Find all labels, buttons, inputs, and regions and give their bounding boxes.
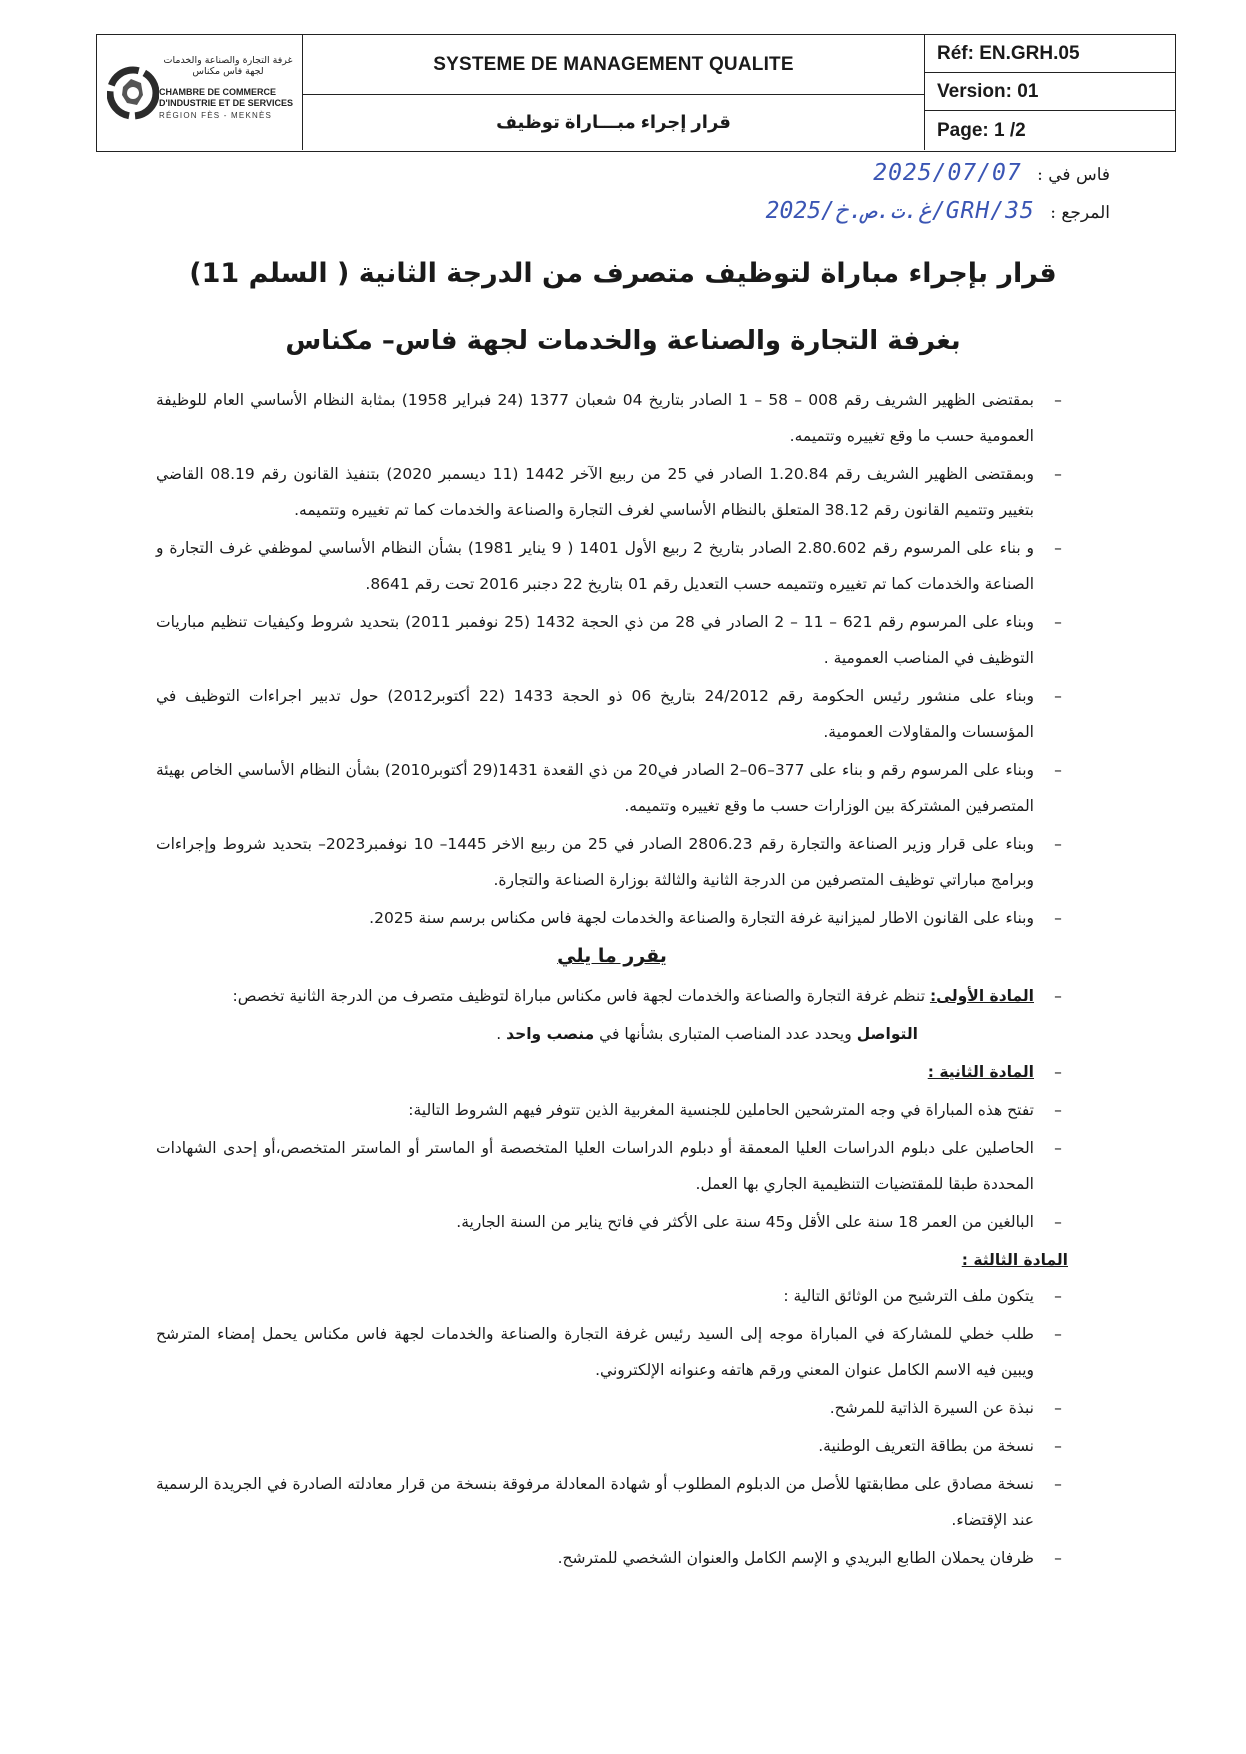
reference-value: 2025/غ.ت.ص.خ/GRH/35: [765, 198, 1035, 224]
article-2-label: المادة الثانية :: [927, 1063, 1034, 1081]
reference-label: المرجع :: [1050, 203, 1110, 223]
article-3-item: – نبذة عن السيرة الذاتية للمرشح.: [156, 1390, 1068, 1426]
doc-version: Version: 01: [925, 73, 1175, 111]
consideration-item: – وبناء على المرسوم رقم 621 – 11 – 2 الصادر في 28 من ذي الحجة 1432 (25 نوفمبر 2011) بتحديد شروط وكيفيات تنظيم مباريات التوظيف في المناصب العمومية .: [156, 604, 1068, 676]
header-ref-cell: [925, 35, 1175, 150]
article-1-label: المادة الأولى:: [929, 987, 1034, 1005]
article-1: [156, 978, 1068, 1014]
article-2-heading: [156, 1054, 1068, 1090]
decides-heading: يقرر ما يلي: [557, 945, 667, 967]
article-2-item: – الحاصلين على دبلوم الدراسات العليا المعمقة أو دبلوم الدراسات العليا المتخصصة أو الماستر أو الماستر المتخصص،أو إحدى الشهادات المحددة طبقا للمقتضيات التنظيمية الجاري بها العمل.: [156, 1130, 1068, 1202]
decision-title: قرار بإجراء مباراة لتوظيف متصرف من الدرجة الثانية ( السلم 11): [189, 258, 1057, 289]
doc-reference: Réf: EN.GRH.05: [925, 35, 1175, 73]
logo-arabic-name: غرفة التجارة والصناعة والخدمات لجهة فاس مكناس: [163, 55, 293, 77]
consideration-item: – وبناء على قرار وزير الصناعة والتجارة رقم 2806.23 الصادر في 25 من ربيع الاخر 1445– 10 نوفمبر2023– بتحديد شروط وإجراءات وبرامج مباراتي توظيف المتصرفين من الدرجة الثانية والثالثة بوزارة الصناعة والتجارة.: [156, 826, 1068, 898]
document-header-table: [96, 34, 1176, 152]
article-3-item: – طلب خطي للمشاركة في المباراة موجه إلى السيد رئيس غرفة التجارة والصناعة والخدمات لجهة فاس مكناس يحمل إمضاء المترشح ويبين فيه الاسم الكامل عنوان المعني ورقم هاتفه وعنوانه الإلكتروني.: [156, 1316, 1068, 1388]
doc-page-number: Page: 1 /2: [937, 119, 1026, 141]
article-3-item: – نسخة مصادق على مطابقتها للأصل من الدبلوم المطلوب أو شهادة المعادلة مرفوقة بنسخة من قرار معادلته الصادرة في الجريدة الرسمية عند الإقتضاء.: [156, 1466, 1068, 1538]
article-3-item: – ظرفان يحملان الطابع البريدي و الإسم الكامل والعنوان الشخصي للمترشح.: [156, 1540, 1068, 1576]
article-2-item: – تفتح هذه المباراة في وجه المترشحين الحاملين للجنسية المغربية الذين تتوفر فيهم الشروط التالية:: [156, 1092, 1068, 1128]
logo-french-name: CHAMBRE DE COMMERCE D'INDUSTRIE ET DE SERVICES: [159, 87, 293, 108]
article-1-continued: [156, 1016, 1068, 1052]
header-title-cell: [303, 35, 925, 150]
logo-region: RÉGION FÈS - MEKNÈS: [159, 111, 273, 120]
date-value: 2025/07/07: [873, 160, 1022, 186]
consideration-item: – وبناء على المرسوم رقم و بناء على 377–06–2 الصادر في20 من ذي القعدة 1431(29 أكتوبر2010) بشأن النظام الأساسي الخاص بهيئة المتصرفين المشتركة بين الوزارات حسب ما وقع تغييره وتتميمه.: [156, 752, 1068, 824]
decision-subtitle: بغرفة التجارة والصناعة والخدمات لجهة فاس– مكناس: [285, 326, 961, 356]
article-1-text2: ويحدد عدد المناصب المتبارى بشأنها في: [599, 1025, 852, 1043]
article-1-text: تنظم غرفة التجارة والصناعة والخدمات لجهة فاس مكناس مباراة لتوظيف متصرف من الدرجة الثانية تخصص:: [232, 987, 926, 1005]
article-1-specialty: التواصل: [856, 1025, 918, 1043]
system-title: SYSTEME DE MANAGEMENT QUALITE: [303, 35, 924, 95]
article-2-item: – البالغين من العمر 18 سنة على الأقل و45 سنة على الأكثر في فاتح يناير من السنة الجارية.: [156, 1204, 1068, 1240]
doc-subject: قرار إجراء مبـــاراة توظيف: [496, 112, 731, 132]
logo-cell: [97, 35, 303, 150]
date-line: [873, 160, 1110, 186]
date-label: فاس في :: [1037, 165, 1110, 185]
consideration-item: – و بناء على المرسوم رقم 2.80.602 الصادر بتاريخ 2 ربيع الأول 1401 ( 9 يناير 1981) بشأن النظام الأساسي لموظفي غرف التجارة و الصناعة والخدمات كما تم تغييره وتتميمه حسب التعديل رقم 01 بتاريخ 22 دجنبر 2016 تحت رقم 8641.: [156, 530, 1068, 602]
article-3-item: – نسخة من بطاقة التعريف الوطنية.: [156, 1428, 1068, 1464]
chamber-logo-icon: [107, 47, 159, 139]
consideration-item: – وبمقتضى الظهير الشريف رقم 1.20.84 الصادر في 25 من ربيع الآخر 1442 (11 ديسمبر 2020) بتنفيذ القانون رقم 08.19 القاضي بتغيير وتتميم القانون رقم 38.12 المتعلق بالنظام الأساسي لغرف التجارة والصناعة والخدمات كما تم تغييره وتتميمه.: [156, 456, 1068, 528]
consideration-item: – وبناء على القانون الاطار لميزانية غرفة التجارة والصناعة والخدمات لجهة فاس مكناس برسم سنة 2025.: [156, 900, 1068, 936]
decision-body: [156, 382, 1068, 1578]
article-1-end: .: [496, 1025, 502, 1043]
article-3-label: المادة الثالثة :: [961, 1251, 1068, 1269]
consideration-item: – وبناء على منشور رئيس الحكومة رقم 24/2012 بتاريخ 06 ذو الحجة 1433 (22 أكتوبر2012) حول تدبير اجراءات التوظيف في المؤسسات والمقاولات العمومية.: [156, 678, 1068, 750]
consideration-item: – بمقتضى الظهير الشريف رقم 008 – 58 – 1 الصادر بتاريخ 04 شعبان 1377 (24 فبراير 1958) بمثابة النظام الأساسي العام للوظيفة العمومية حسب ما وقع تغييره وتتميمه.: [156, 382, 1068, 454]
article-3-item: – يتكون ملف الترشيح من الوثائق التالية :: [156, 1278, 1068, 1314]
reference-line: [766, 198, 1110, 224]
article-1-posts: منصب واحد: [506, 1025, 595, 1043]
